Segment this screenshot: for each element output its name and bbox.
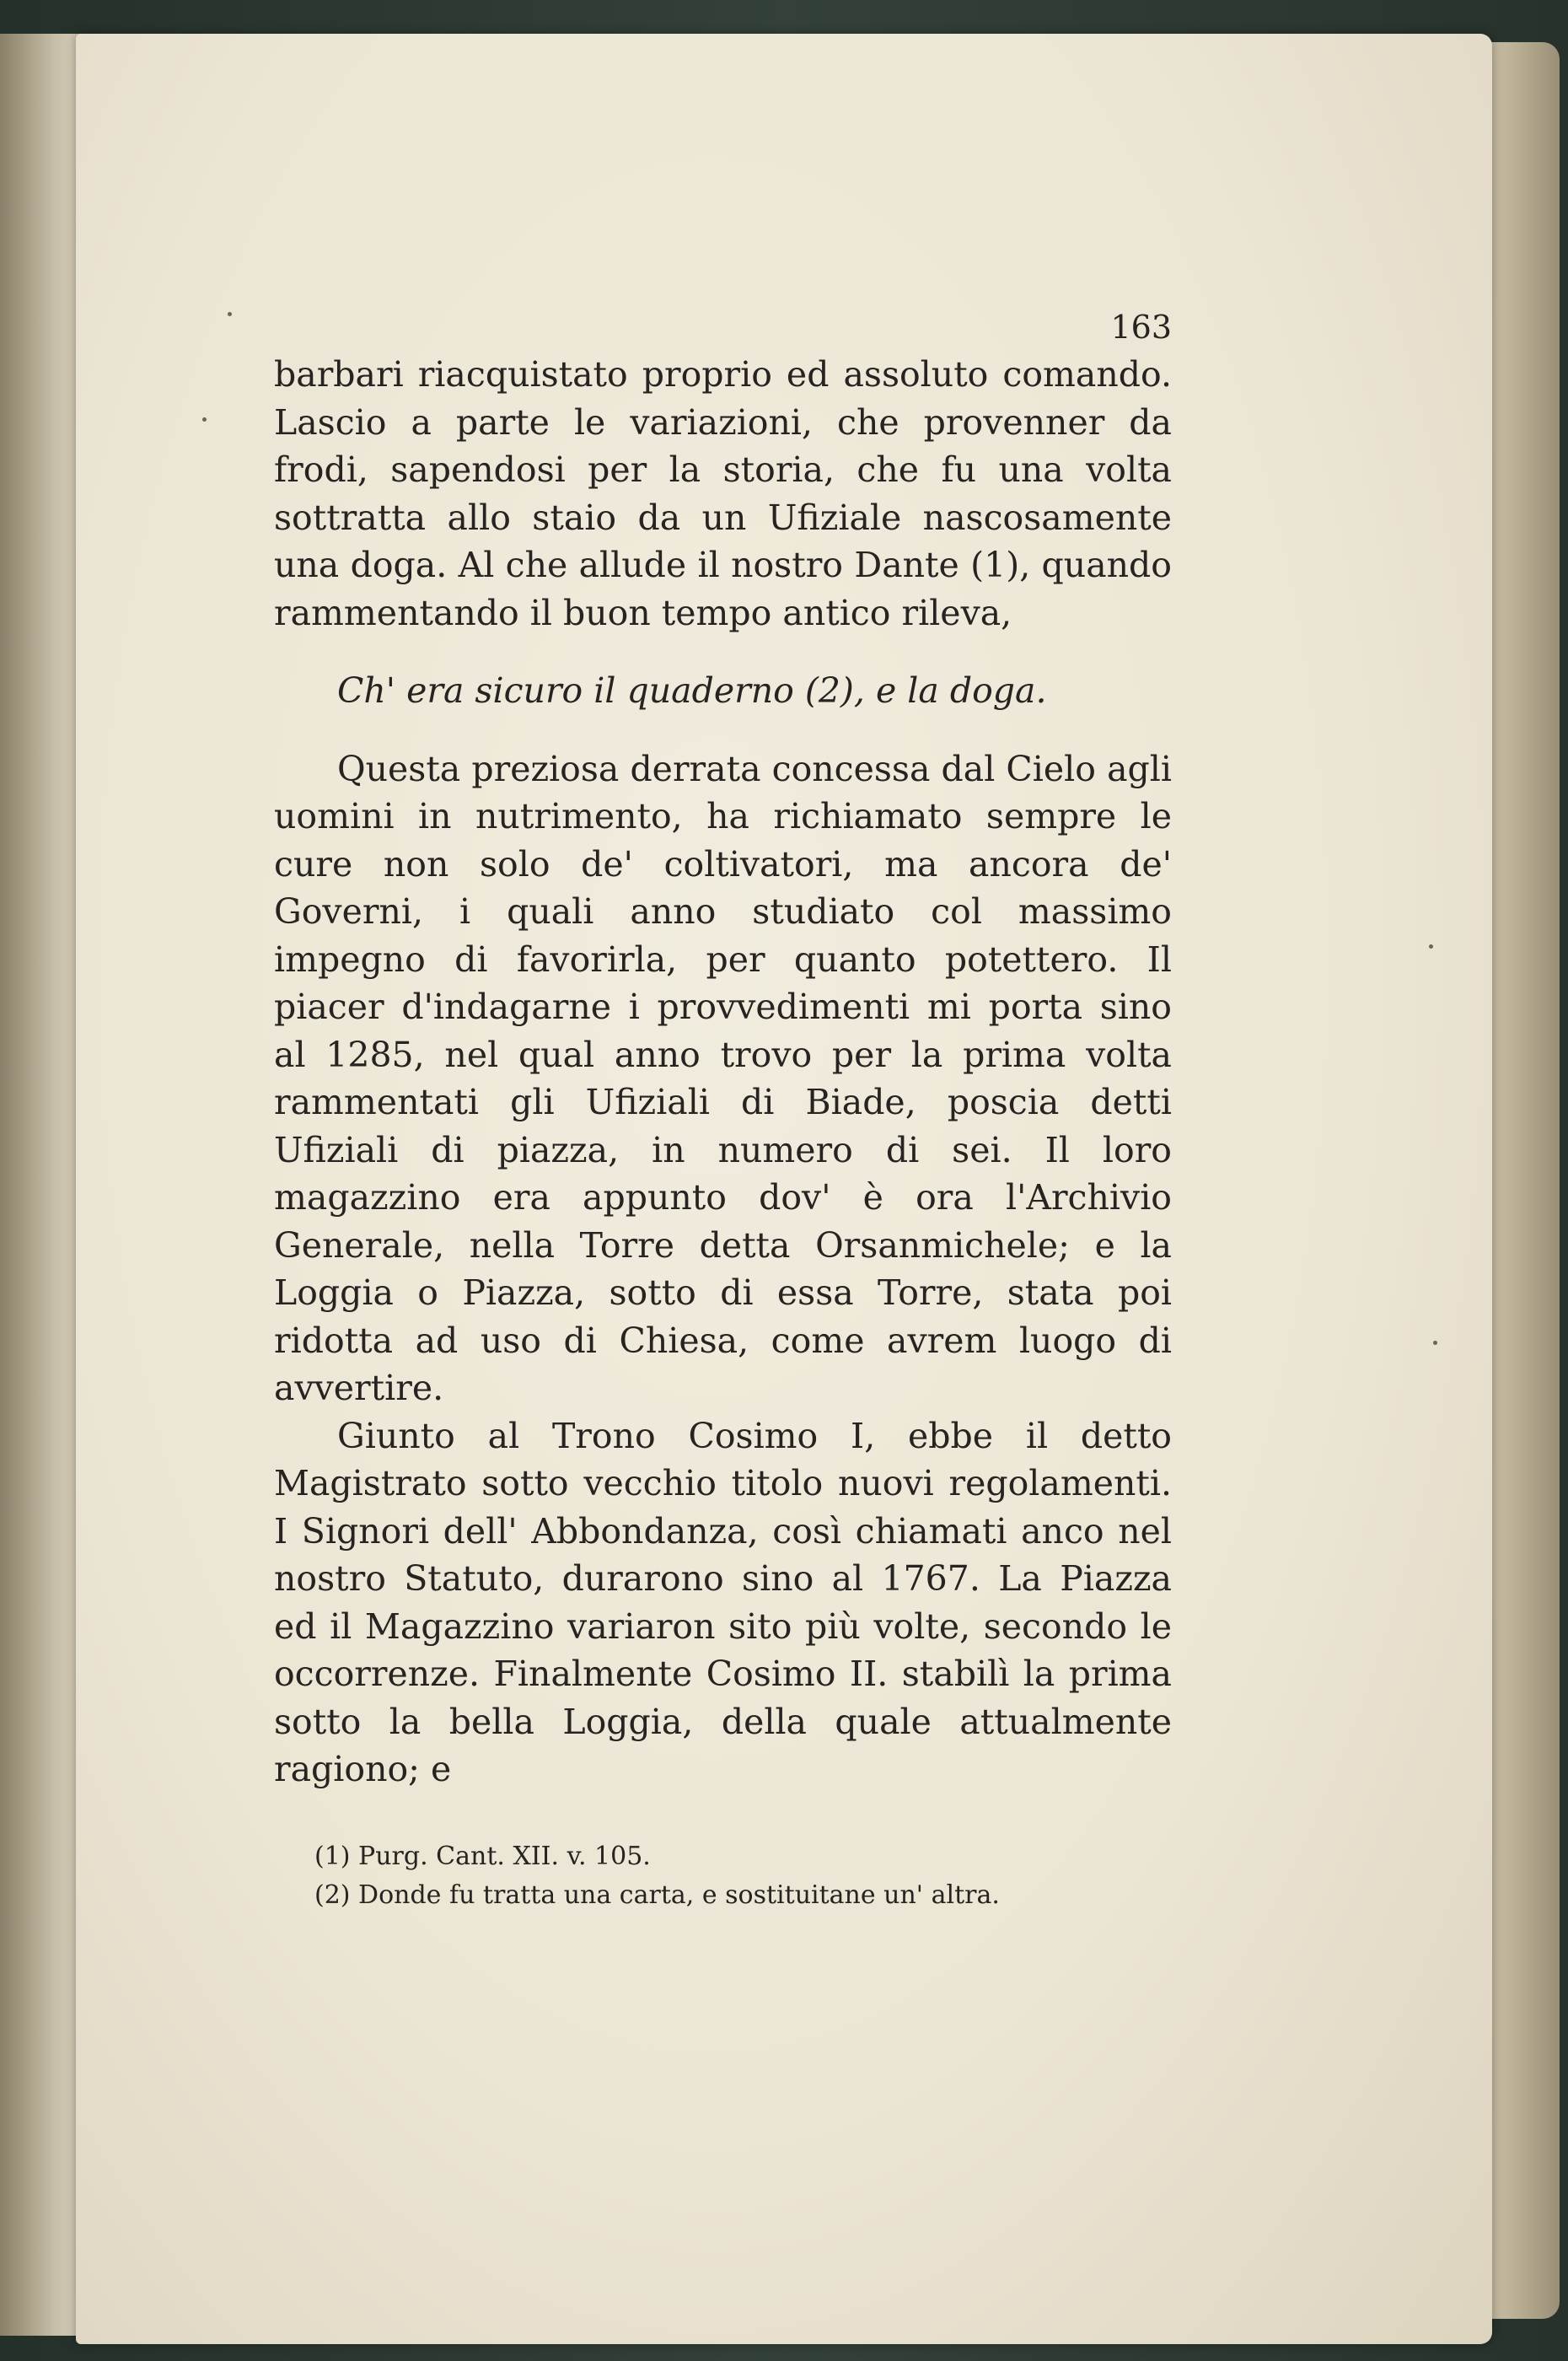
footnote: (1) Purg. Cant. XII. v. 105. [314, 1841, 651, 1871]
footnotes [274, 1837, 1172, 1915]
paragraph: Questa preziosa derrata concessa dal Cielo agli uomini in nutrimento, ha richiamato sempre le cure non solo de' coltivatori, ma ancora de' Governi, i quali anno studiato col massimo impegno di favorirla, per quanto potettero. Il piacer d'indagarne i provvedimenti mi porta sino al 1285, nel qual anno trovo per la prima volta rammentati gli Ufiziali di Biade, poscia detti Ufiziali di piazza, in numero di sei. Il loro magazzino era appunto dov' è ora l'Archivio Generale, nella Torre detta Orsanmichele; e la Loggia o Piazza, sotto di essa Torre, stata poi ridotta ad uso di Chiesa, come avrem luogo di avvertire. [274, 748, 1172, 1408]
dante-quote: Ch' era sicuro il quaderno (2), e la doga. [337, 670, 1047, 711]
page-text [274, 304, 1172, 1915]
paper-speck [1429, 944, 1433, 949]
paragraph: Giunto al Trono Cosimo I, ebbe il detto Magistrato sotto vecchio titolo nuovi regolamenti. I Signori dell' Abbondanza, così chiamati anco nel nostro Statuto, durarono sino al 1767. La Piazza ed il Magazzino variaron sito più volte, secondo le occorrenze. Finalmente Cosimo II. stabilì la prima sotto la bella Loggia, della quale attualmente ragiono; e [274, 1415, 1172, 1789]
paper-speck [202, 417, 207, 422]
paragraph: barbari riacquistato proprio ed assoluto comando. Lascio a parte le variazioni, che provenner da frodi, sapendosi per la storia, che fu una volta sottratta allo staio da un Ufiziale nascosamente una doga. Al che allude il nostro Dante (1), quando rammentando il buon tempo antico rileva, [274, 354, 1172, 633]
paper-speck [228, 312, 232, 316]
paper-speck [1433, 1341, 1437, 1345]
footnote: (2) Donde fu tratta una carta, e sostituitane un' altra. [314, 1880, 1000, 1910]
page-number: 163 [1110, 309, 1172, 346]
